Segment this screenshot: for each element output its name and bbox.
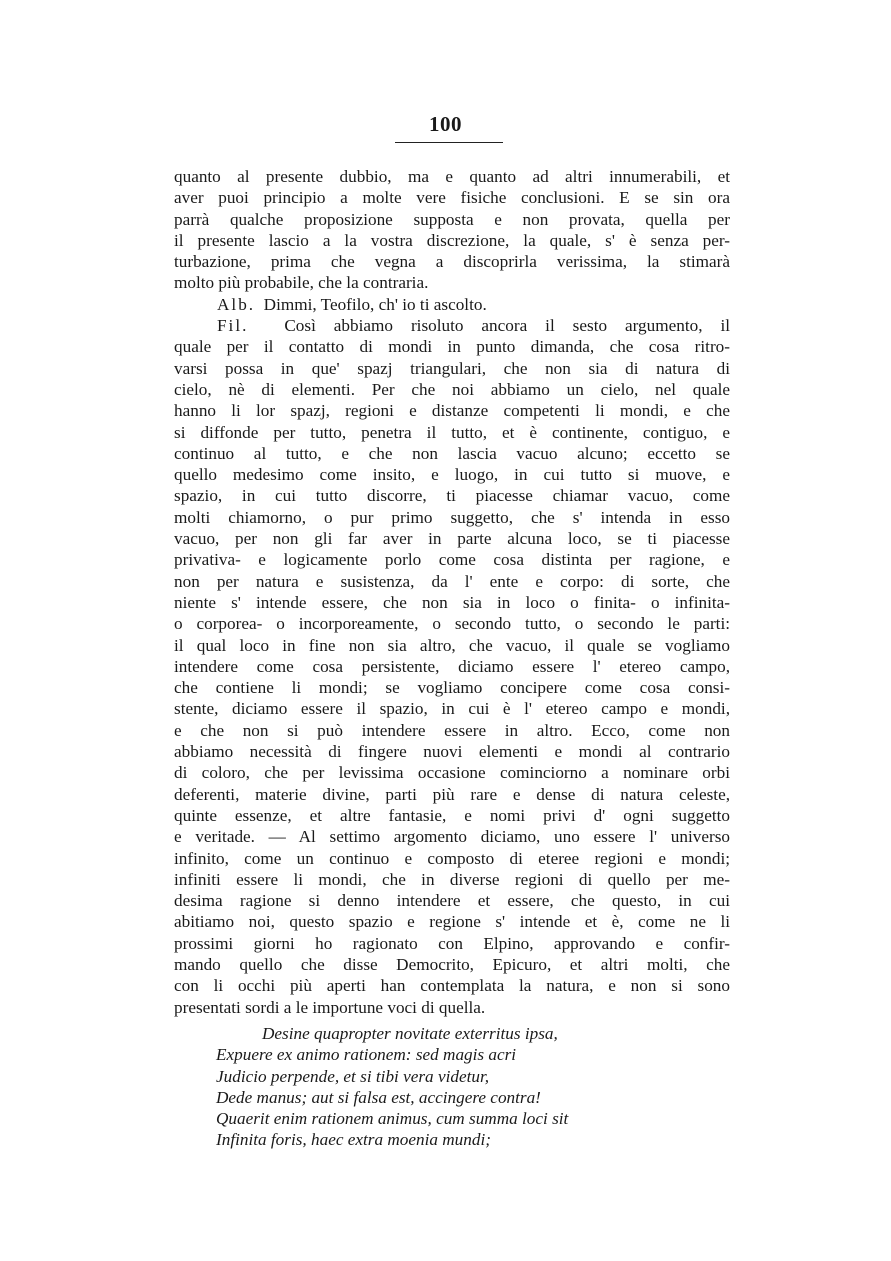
- text-line: deferenti, materie divine, parti più rare e dense di natura celeste,: [174, 784, 730, 804]
- text-line: varsi possa in que' spazj triangulari, che non sia di natura di: [174, 358, 730, 378]
- body-text: [174, 166, 730, 1018]
- text-line: parrà qualche proposizione supposta e non provata, quella per: [174, 209, 730, 229]
- verse-line: Dede manus; aut si falsa est, accingere contra!: [216, 1087, 541, 1107]
- latin-verse-quotation: [216, 1023, 696, 1151]
- dialogue-line: [174, 315, 730, 336]
- text-line: non per natura e susistenza, da l' ente e corpo: di sorte, che: [174, 571, 730, 591]
- text-line: prossimi giorni ho ragionato con Elpino, approvando e confir-: [174, 933, 730, 953]
- text-line: molto più probabile, che la contraria.: [174, 273, 429, 293]
- text-line: Così abbiamo risoluto ancora il sesto argumento, il: [284, 316, 731, 336]
- text-line: il qual loco in fine non sia altro, che vacuo, il quale se vogliamo: [174, 635, 730, 655]
- text-line: di coloro, che per levissima occasione cominciorno a nominare orbi: [174, 763, 730, 783]
- text-line: abbiamo necessità di fingere nuovi elementi e mondi al contrario: [174, 742, 730, 762]
- text-line: quale per il contatto di mondi in punto dimanda, che cosa ritro-: [174, 337, 730, 357]
- text-line: hanno li lor spazj, regioni e distanze competenti li mondi, e che: [174, 401, 730, 421]
- verse-line: Infinita foris, haec extra moenia mundi;: [216, 1130, 491, 1150]
- text-line: e che non si può intendere essere in altro. Ecco, come non: [174, 720, 730, 740]
- dialogue-line: [174, 294, 730, 315]
- verse-line: Desine quapropter novitate exterritus ipsa,: [262, 1024, 558, 1043]
- text-line: spazio, in cui tutto discorre, ti piacesse chiamar vacuo, come: [174, 486, 730, 506]
- verse-line: Expuere ex animo rationem: sed magis acri: [216, 1045, 517, 1065]
- text-line: aver puoi principio a molte vere fisiche conclusioni. E se sin ora: [174, 188, 730, 208]
- text-line: abitiamo noi, questo spazio e regione s' intende et è, come ne li: [174, 912, 730, 932]
- speaker-label: Fil.: [217, 316, 249, 336]
- speaker-label: Alb.: [217, 294, 256, 314]
- text-line: presentati sordi a le importune voci di quella.: [174, 997, 486, 1017]
- page-number: 100: [429, 112, 462, 136]
- text-line: o corporea- o incorporeamente, o secondo tutto, o secondo le parti:: [174, 614, 730, 634]
- text-line: e veritade. — Al settimo argomento diciamo, uno essere l' universo: [174, 827, 730, 847]
- text-line: quanto al presente dubbio, ma e quanto ad altri innumerabili, et: [174, 167, 730, 186]
- text-line: vacuo, per non gli far aver in parte alcuna loco, se ti piacesse: [174, 529, 730, 549]
- verse-line: Quaerit enim rationem animus, cum summa loci sit: [216, 1109, 569, 1129]
- verse-line: Judicio perpende, et si tibi vera videtur,: [216, 1066, 490, 1086]
- text-line: privativa- e logicamente porlo come cosa distinta per ragione, e: [174, 550, 730, 570]
- text-line: con li occhi più aperti han contemplata la natura, e non si sono: [174, 976, 730, 996]
- text-line: infinito, come un continuo e composto di eteree regioni e mondi;: [174, 848, 730, 868]
- text-line: continuo al tutto, e che non lascia vacuo alcuno; eccetto se: [174, 443, 730, 463]
- text-line: turbazione, prima che vegna a discoprirla verissima, la stimarà: [174, 252, 730, 272]
- page-number-rule: [395, 142, 503, 143]
- text-line: cielo, nè di elementi. Per che noi abbiamo un cielo, nel quale: [174, 379, 730, 399]
- text-line: il presente lascio a la vostra discrezione, la quale, s' è senza per-: [174, 230, 730, 250]
- text-line: stente, diciamo essere il spazio, in cui è l' etereo campo e mondi,: [174, 699, 730, 719]
- text-line: infiniti essere li mondi, che in diverse regioni di quello per me-: [174, 869, 730, 889]
- text-line: intendere come cosa persistente, diciamo essere l' etereo campo,: [174, 656, 730, 676]
- text-line: quinte essenze, et altre fantasie, e nomi privi d' ogni suggetto: [174, 805, 730, 825]
- text-line: che contiene li mondi; se vogliamo concipere come cosa consi-: [174, 678, 730, 698]
- text-line: quello medesimo come insito, e luogo, in cui tutto si muove, e: [174, 465, 730, 485]
- text-line: desima ragione si denno intendere et essere, che questo, in cui: [174, 891, 730, 911]
- text-line: niente s' intende essere, che non sia in loco o finita- o infinita-: [174, 592, 730, 612]
- text-line: si diffonde per tutto, penetra il tutto, et è continente, contiguo, e: [174, 422, 730, 442]
- text-line: Dimmi, Teofilo, ch' io ti ascolto.: [263, 294, 487, 314]
- text-line: mando quello che disse Democrito, Epicuro, et altri molti, che: [174, 954, 730, 974]
- text-line: molti chiamorno, o pur primo suggetto, che s' intenda in esso: [174, 507, 730, 527]
